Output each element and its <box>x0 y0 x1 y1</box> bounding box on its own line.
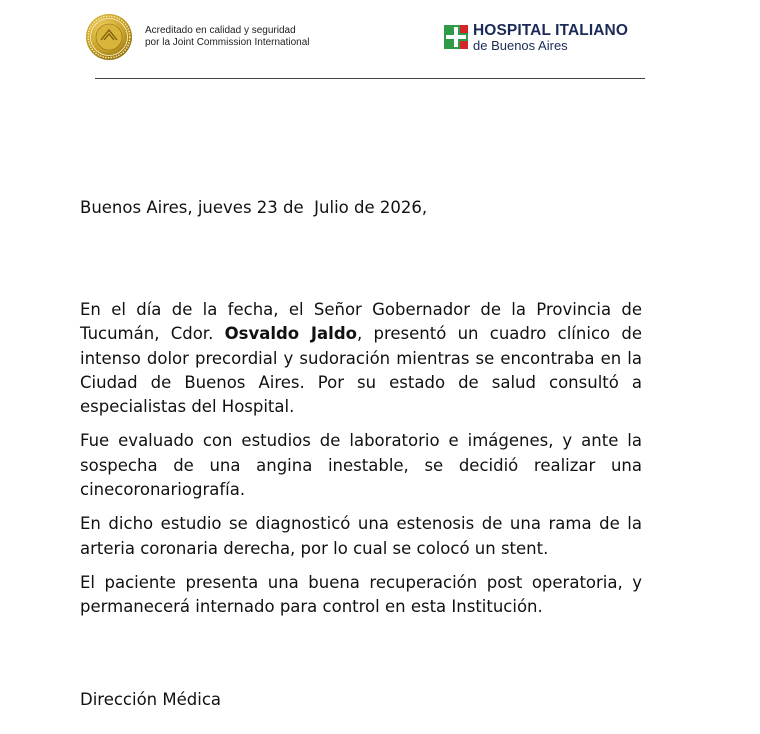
jci-gold-seal-icon <box>85 13 133 61</box>
accreditation-line-2: por la Joint Commission International <box>145 37 310 48</box>
letter-body <box>80 298 642 630</box>
paragraph-2: Fue evaluado con estudios de laboratorio e imágenes, y ante la sospecha de una angina inestable, se decidió realizar una cinecoronariografía. <box>80 431 642 500</box>
hospital-name <box>473 22 628 53</box>
paragraph-1-after: , presentó un cuadro clínico de intenso dolor precordial y sudoración mientras se encontraba en la Ciudad de Buenos Aires. Por su estado de salud consultó a especialistas del Hospital. <box>80 324 642 417</box>
date-line: Buenos Aires, jueves 23 de Julio de 2026, <box>80 198 428 217</box>
accreditation-line-1: Acreditado en calidad y seguridad <box>145 25 296 36</box>
letterhead <box>0 0 760 80</box>
signature: Dirección Médica <box>80 690 222 709</box>
paragraph-1-before: En el día de la fecha, el Señor Gobernador de la Provincia de Tucumán, Cdor. <box>80 300 642 344</box>
paragraph-4: El paciente presenta una buena recuperación post operatoria, y permanecerá internado para control en esta Institución. <box>80 572 642 617</box>
hospital-name-subtitle: de Buenos Aires <box>473 38 568 53</box>
patient-name: Osvaldo Jaldo <box>224 324 357 344</box>
hospital-name-title: HOSPITAL ITALIANO <box>473 22 628 39</box>
hospital-cross-icon <box>444 25 468 49</box>
paragraph-1 <box>80 298 642 419</box>
header-divider <box>95 78 645 79</box>
accreditation-text <box>145 25 310 49</box>
paragraph-3: En dicho estudio se diagnosticó una estenosis de una rama de la arteria coronaria derecha, por lo cual se colocó un stent. <box>80 514 642 558</box>
hospital-logo <box>444 22 628 53</box>
